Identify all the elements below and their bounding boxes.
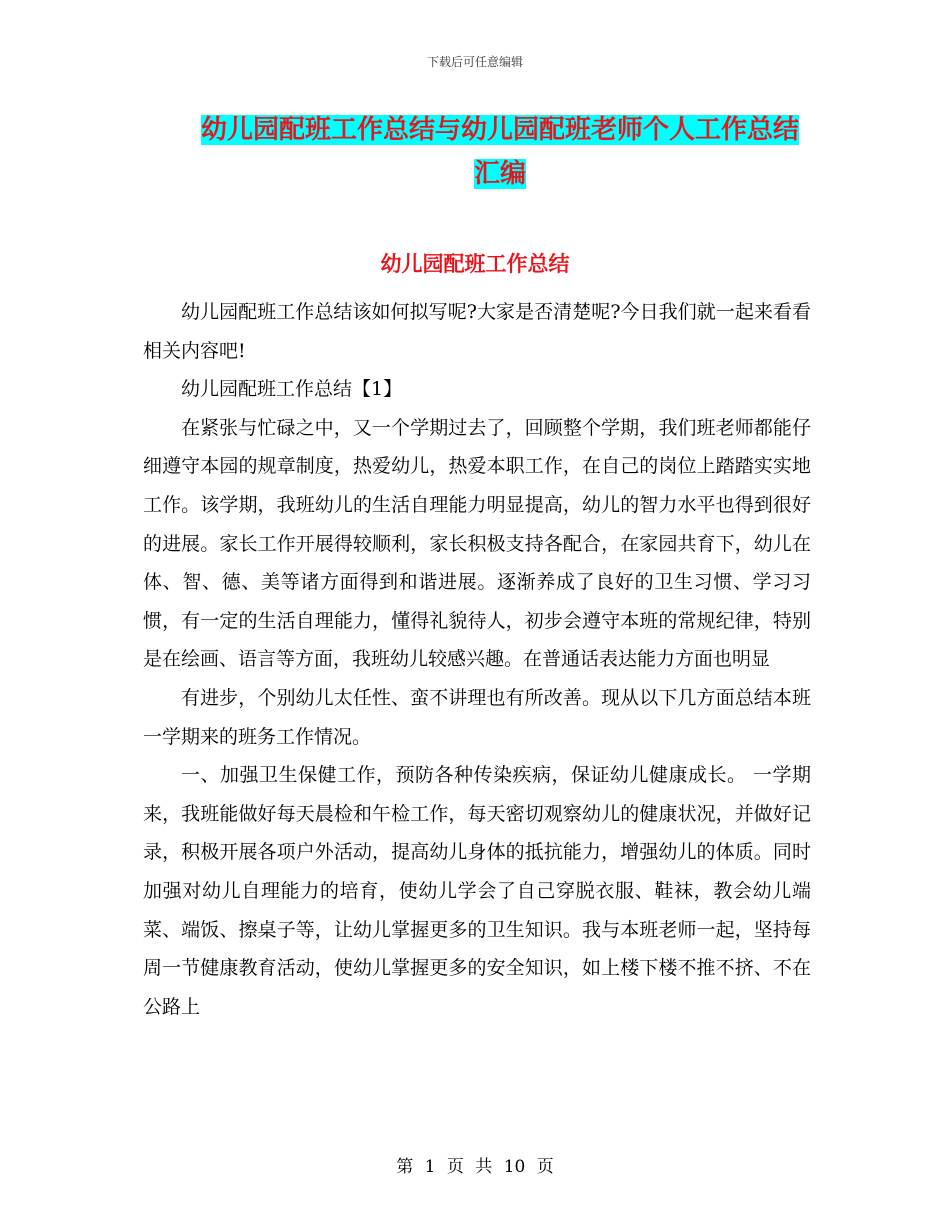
header-note: 下载后可任意编辑 <box>426 55 523 69</box>
document-title-text: 幼儿园配班工作总结与幼儿园配班老师个人工作总结汇编 <box>200 115 799 189</box>
page-footer: 第 1 页 共 10 页 <box>396 1157 554 1177</box>
paragraph-summary: 在紧张与忙碌之中，又一个学期过去了，回顾整个学期，我们班老师都能仔细遵守本园的规章制度，热爱幼儿，热爱本职工作，在自己的岗位上踏踏实实地工作。该学期，我班幼儿的生活自理能力明显提高，幼儿的智力水平也得到很好的进展。家长工作开展得较顺利，家长积极支持各配合，在家园共育下，幼儿在体、智、德、美等诸方面得到和谐进展。逐渐养成了良好的卫生习惯、学习习惯，有一定的生活自理能力，懂得礼貌待人，初步会遵守本班的常规纪律，特别是在绘画、语言等方面，我班幼儿较感兴趣。在普通话表达能力方面也明显 <box>143 416 811 671</box>
paragraph-heading: 幼儿园配班工作总结【1】 <box>181 378 403 401</box>
section-title: 幼儿园配班工作总结 <box>380 252 570 276</box>
document-title <box>190 108 810 196</box>
paragraph-progress: 有进步，个别幼儿太任性、蛮不讲理也有所改善。现从以下几方面总结本班一学期来的班务工作情况。 <box>143 686 811 748</box>
paragraph-intro: 幼儿园配班工作总结该如何拟写呢?大家是否清楚呢?今日我们就一起来看看相关内容吧! <box>143 301 811 362</box>
document-body <box>143 293 811 1026</box>
paragraph-health: 一、加强卫生保健工作，预防各种传染疾病，保证幼儿健康成长。 一学期来，我班能做好每天晨检和午检工作，每天密切观察幼儿的健康状况，并做好记录，积极开展各项户外活动，提高幼儿身体的抵抗能力，增强幼儿的体质。同时加强对幼儿自理能力的培育，使幼儿学会了自己穿脱衣服、鞋袜，教会幼儿端菜、端饭、擦桌子等，让幼儿掌握更多的卫生知识。我与本班老师一起，坚持每周一节健康教育活动，使幼儿掌握更多的安全知识，如上楼下楼不推不挤、不在公路上 <box>143 764 811 1018</box>
